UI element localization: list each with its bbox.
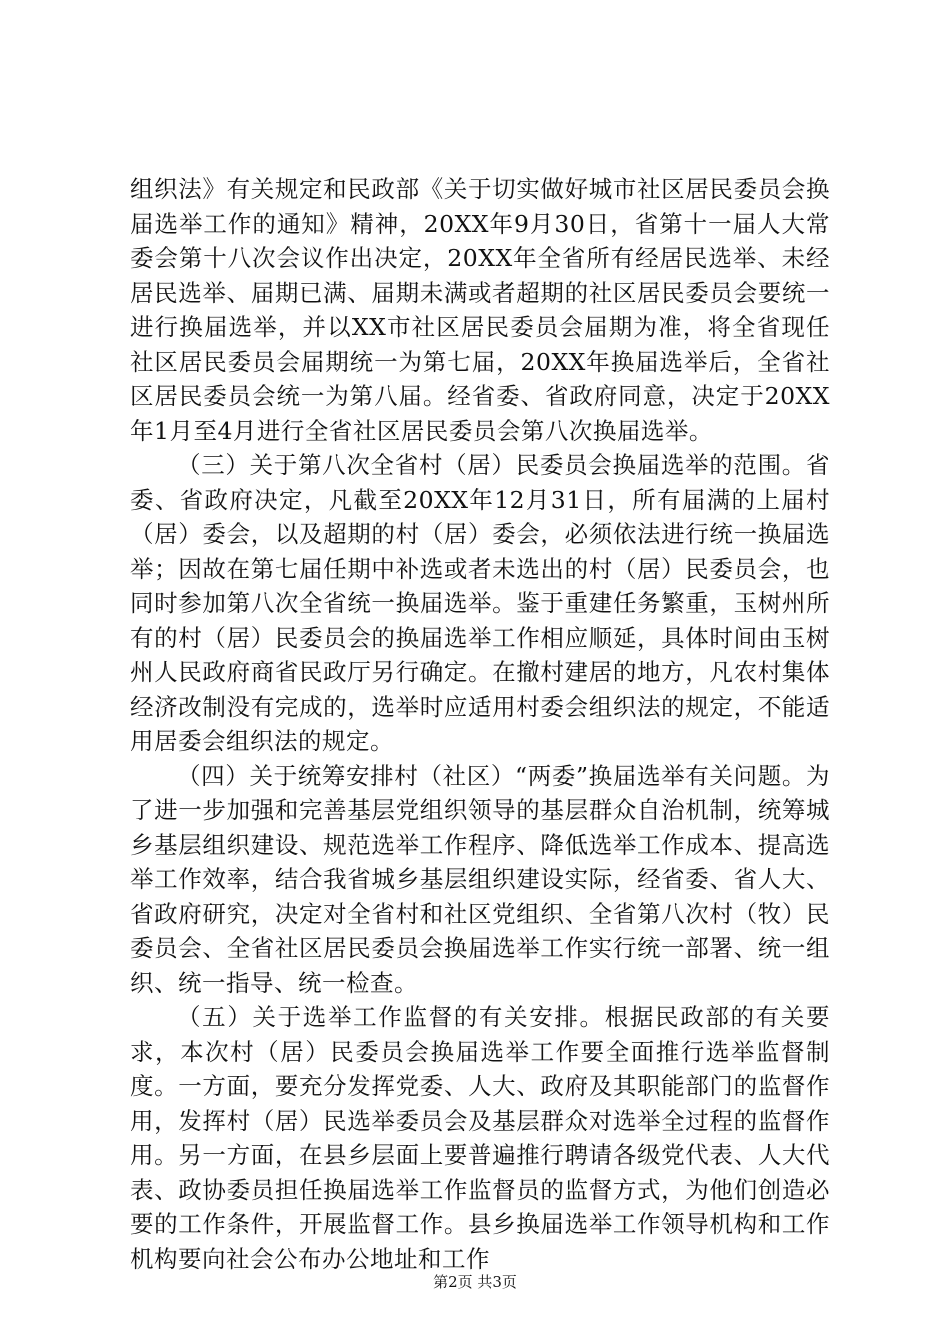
page-number-footer: 第2页 共3页: [433, 1273, 517, 1291]
document-body: [130, 172, 830, 1276]
paragraph-section-3: （三）关于第八次全省村（居）民委员会换届选举的范围。省委、省政府决定，凡截至20XX年12月31日，所有届满的上届村（居）委会，以及超期的村（居）委会，必须依法进行统一换届选举；因故在第七届任期中补选或者未选出的村（居）民委员会，也同时参加第八次全省统一换届选举。鉴于重建任务繁重，玉树州所有的村（居）民委员会的换届选举工作相应顺延，具体时间由玉树州人民政府商省民政厅另行确定。在撤村建居的地方，凡农村集体经济改制没有完成的，选举时应适用村委会组织法的规定，不能适用居委会组织法的规定。: [130, 451, 830, 755]
paragraph-continued: 组织法》有关规定和民政部《关于切实做好城市社区居民委员会换届选举工作的通知》精神，20XX年9月30日，省第十一届人大常委会第十八次会议作出决定，20XX年全省所有经居民选举、未经居民选举、届期已满、届期未满或者超期的社区居民委员会要统一进行换届选举，并以XX市社区居民委员会届期为准，将全省现任社区居民委员会届期统一为第七届，20XX年换届选举后，全省社区居民委员会统一为第八届。经省委、省政府同意，决定于20XX年1月至4月进行全省社区居民委员会第八次换届选举。: [130, 175, 830, 445]
paragraph-section-5: （五）关于选举工作监督的有关安排。根据民政部的有关要求，本次村（居）民委员会换届选举工作要全面推行选举监督制度。一方面，要充分发挥党委、人大、政府及其职能部门的监督作用，发挥村（居）民选举委员会及基层群众对选举全过程的监督作用。另一方面，在县乡层面上要普遍推行聘请各级党代表、人大代表、政协委员担任换届选举工作监督员的监督方式，为他们创造必要的工作条件，开展监督工作。县乡换届选举工作领导机构和工作机构要向社会公布办公地址和工作: [130, 1003, 830, 1273]
paragraph-section-4: （四）关于统筹安排村（社区）“两委”换届选举有关问题。为了进一步加强和完善基层党组织领导的基层群众自治机制，统筹城乡基层组织建设、规范选举工作程序、降低选举工作成本、提高选举工作效率，结合我省城乡基层组织建设实际，经省委、省人大、省政府研究，决定对全省村和社区党组织、全省第八次村（牧）民委员会、全省社区居民委员会换届选举工作实行统一部署、统一组织、统一指导、统一检查。: [130, 761, 830, 997]
